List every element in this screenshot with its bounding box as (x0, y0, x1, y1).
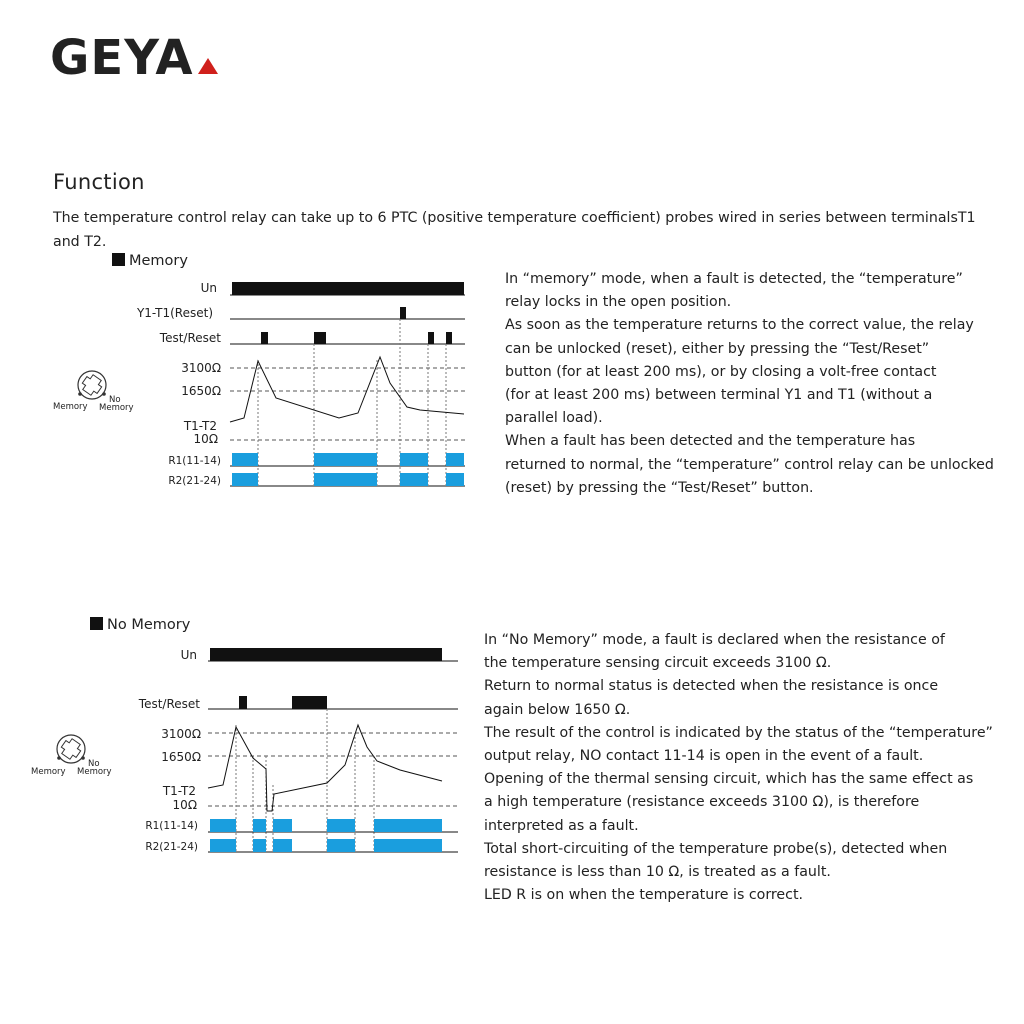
no-memory-mode-label: No Memory (90, 617, 190, 633)
r1-on-4 (446, 453, 464, 466)
page-title: Function (53, 170, 145, 194)
bullet-square (112, 253, 125, 266)
r1-on-1 (210, 819, 236, 832)
r2-on-4 (327, 839, 355, 852)
label-r2: R2(21-24) (168, 475, 221, 487)
logo-text: GEYA (50, 30, 194, 80)
t1t2-resistance-curve (208, 725, 442, 811)
knob-label-no-memory: Memory (99, 403, 134, 413)
r1-on-5 (374, 819, 442, 832)
geya-logo (50, 30, 230, 84)
r2-on-1 (232, 473, 258, 486)
label-r2: R2(21-24) (145, 841, 198, 853)
geya-logo-mark (50, 30, 230, 80)
knob-label-no-memory: Memory (77, 767, 112, 777)
r1-on-4 (327, 819, 355, 832)
label-test-reset: Test/Reset (159, 331, 221, 345)
test-pulse-3 (428, 332, 434, 344)
r1-on-3 (273, 819, 292, 832)
label-un: Un (180, 648, 197, 662)
r2-on-2 (253, 839, 266, 852)
r2-on-2 (314, 473, 377, 486)
test-pulse-1 (261, 332, 268, 344)
label-3100: 3100Ω (161, 727, 201, 741)
test-pulse-2 (292, 696, 327, 709)
test-pulse-4 (446, 332, 452, 344)
label-r1: R1(11-14) (168, 455, 221, 467)
un-pulse (210, 648, 442, 661)
r2-on-1 (210, 839, 236, 852)
r2-on-4 (446, 473, 464, 486)
bullet-square (90, 617, 103, 630)
label-10: 10Ω (172, 798, 197, 812)
r1-on-2 (253, 819, 266, 832)
knob-label-memory: Memory (31, 767, 66, 777)
label-un: Un (200, 281, 217, 295)
label-1650: 1650Ω (161, 750, 201, 764)
label-t1t2: T1-T2 (183, 419, 217, 433)
label-r1: R1(11-14) (145, 820, 198, 832)
r2-on-3 (273, 839, 292, 852)
intro-text: The temperature control relay can take up to 6 PTC (positive temperature coefficient) probes wired in series between terminalsT1 and T2. (53, 210, 976, 250)
mode-selector-knob-icon (57, 735, 85, 763)
logo-accent-triangle (198, 58, 218, 74)
knob-label-memory: Memory (53, 402, 88, 412)
label-y1-reset: Y1-T1(Reset) (136, 306, 213, 320)
t1t2-resistance-curve (230, 357, 464, 422)
label-1650: 1650Ω (181, 384, 221, 398)
label-3100: 3100Ω (181, 361, 221, 375)
r2-on-5 (374, 839, 442, 852)
no-memory-timing-diagram (20, 635, 460, 860)
label-test-reset: Test/Reset (138, 697, 200, 711)
label-10: 10Ω (193, 432, 218, 446)
r1-on-3 (400, 453, 428, 466)
memory-timing-diagram (40, 270, 480, 500)
r1-on-2 (314, 453, 377, 466)
label-t1t2: T1-T2 (162, 784, 196, 798)
memory-description: In “memory” mode, when a fault is detected, the “temperature” relay locks in the open position. As soon as the temperature returns to the correct value, the relay can be unlocked (reset), either by pressing the “Test/Reset” button (for at least 200 ms), or by closing a volt-free contact (for at least 200 ms) between terminal Y1 and T1 (without a parallel load). When a fault has been detected and the temperature has returned to normal, the “temperature” control relay can be unlocked (reset) by pressing the “Test/Reset” button. (505, 271, 994, 496)
reset-pulse (400, 307, 406, 319)
test-pulse-2 (314, 332, 326, 344)
no-memory-description: In “No Memory” mode, a fault is declared when the resistance of the temperature sensing circuit exceeds 3100 Ω. Return to normal status is detected when the resistance is once again below 1650 Ω. The result of the control is indicated by the status of the “temperature” output relay, NO contact 11-14 is open in the event of a fault. Opening of the thermal sensing circuit, which has the same effect as a high temperature (resistance exceeds 3100 Ω), is therefore interpreted as a fault. Total short-circuiting of the temperature probe(s), detected when resistance is less than 10 Ω, is treated as a fault. LED R is on when the temperature is correct. (484, 632, 993, 904)
mode-selector-knob-icon (78, 371, 106, 399)
memory-mode-label: Memory (112, 253, 188, 269)
knob-label-no: No (109, 395, 121, 405)
knob-label-no: No (88, 759, 100, 769)
r1-on-1 (232, 453, 258, 466)
un-pulse (232, 282, 464, 295)
test-pulse-1 (239, 696, 247, 709)
r2-on-3 (400, 473, 428, 486)
